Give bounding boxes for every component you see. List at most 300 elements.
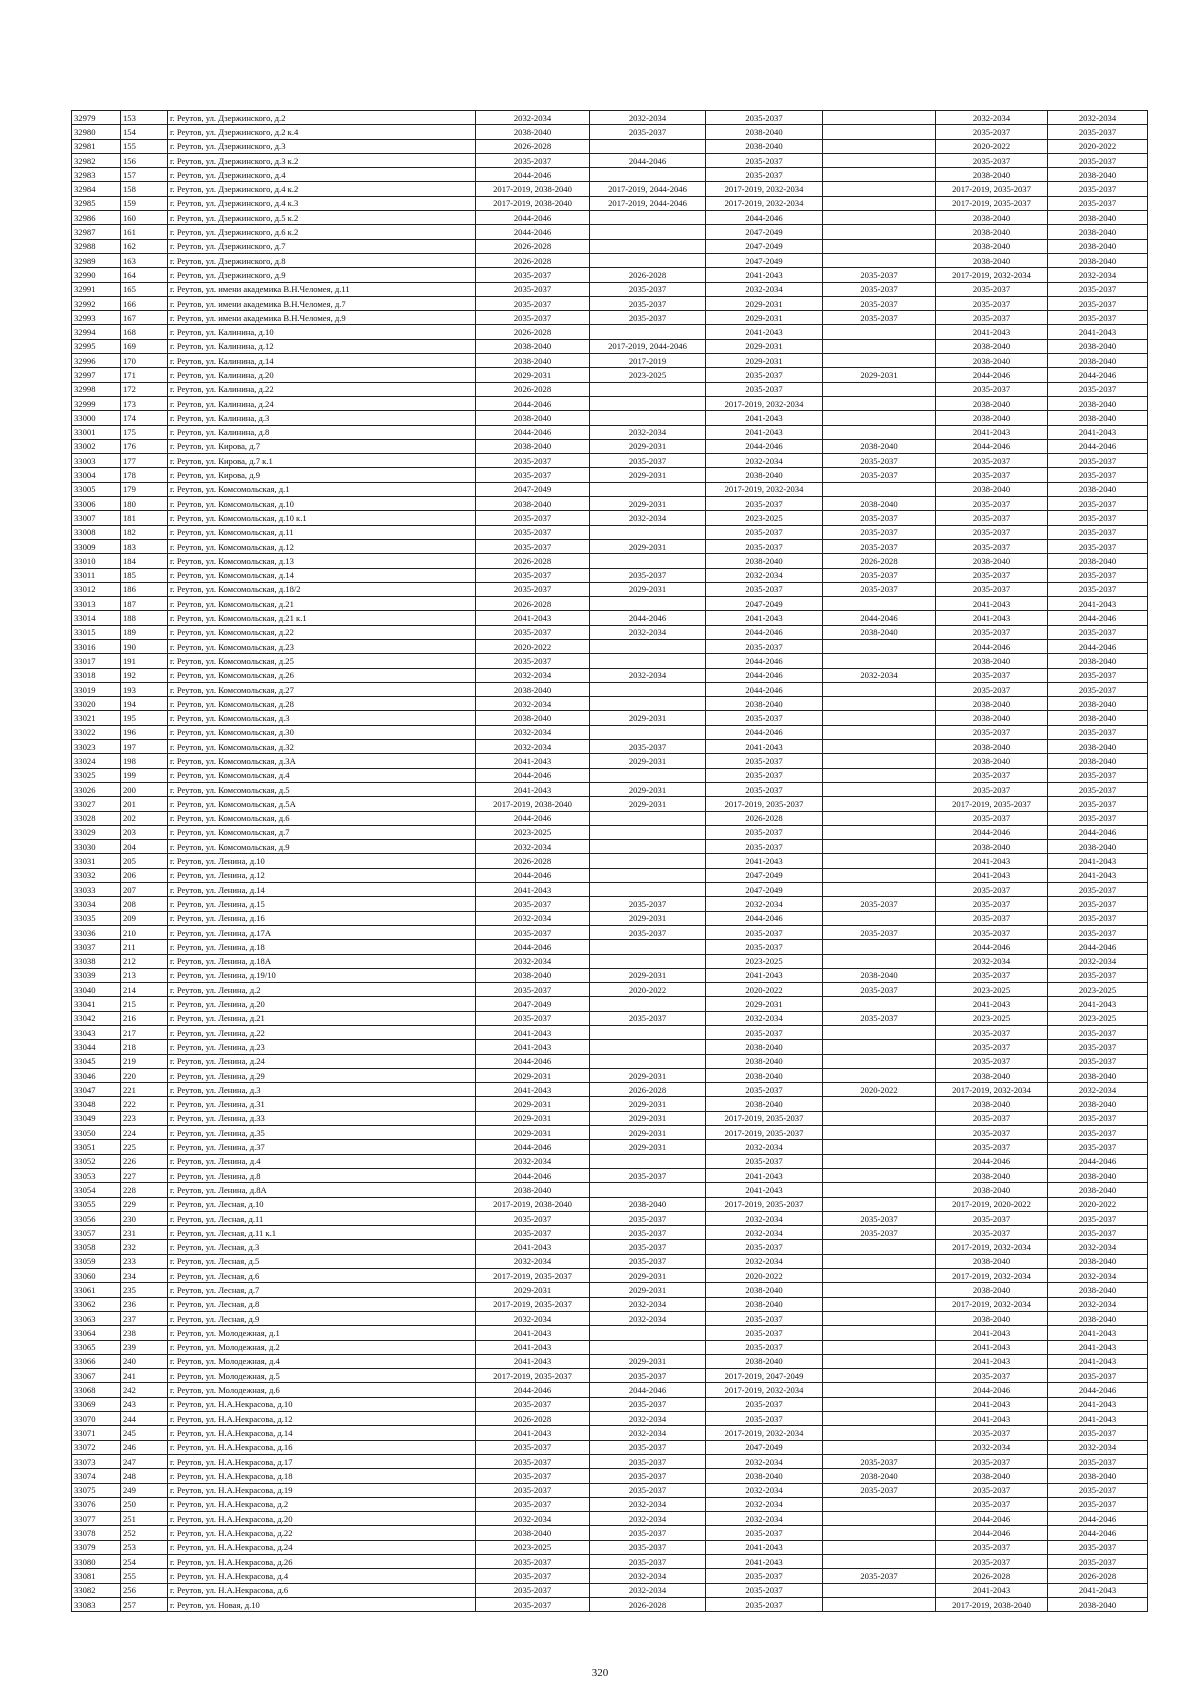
period-col-5-cell: 2041-2043: [936, 1354, 1048, 1368]
record-id-cell: 32998: [72, 382, 121, 396]
address-cell: г. Реутов, ул. Ленина, д.23: [168, 1040, 476, 1054]
record-id-cell: 33079: [72, 1540, 121, 1554]
period-col-3-cell: 2038-2040: [706, 1297, 823, 1311]
period-col-6-cell: 2032-2034: [1048, 1440, 1148, 1454]
period-col-1-cell: 2044-2046: [476, 1168, 590, 1182]
record-id-cell: 33024: [72, 754, 121, 768]
period-col-3-cell: 2038-2040: [706, 1040, 823, 1054]
period-col-4-cell: [823, 153, 936, 167]
table-row: [72, 754, 1148, 768]
table-row: [72, 1369, 1148, 1383]
table-row: [72, 454, 1148, 468]
period-col-5-cell: 2017-2019, 2032-2034: [936, 1240, 1048, 1254]
period-col-4-cell: [823, 754, 936, 768]
period-col-1-cell: 2035-2037: [476, 1469, 590, 1483]
period-col-1-cell: 2035-2037: [476, 525, 590, 539]
period-col-5-cell: 2035-2037: [936, 153, 1048, 167]
period-col-6-cell: 2041-2043: [1048, 868, 1148, 882]
period-col-4-cell: [823, 1526, 936, 1540]
table-row: [72, 983, 1148, 997]
period-col-4-cell: [823, 954, 936, 968]
table-row: [72, 296, 1148, 310]
period-col-6-cell: 2044-2046: [1048, 1154, 1148, 1168]
period-col-2-cell: 2032-2034: [590, 1412, 706, 1426]
period-col-3-cell: 2029-2031: [706, 311, 823, 325]
period-col-2-cell: 2035-2037: [590, 1440, 706, 1454]
period-col-1-cell: 2035-2037: [476, 983, 590, 997]
table-row: [72, 354, 1148, 368]
period-col-6-cell: 2044-2046: [1048, 1383, 1148, 1397]
address-cell: г. Реутов, ул. Комсомольская, д.26: [168, 668, 476, 682]
period-col-6-cell: 2035-2037: [1048, 296, 1148, 310]
period-col-6-cell: 2023-2025: [1048, 1011, 1148, 1025]
period-col-4-cell: 2026-2028: [823, 554, 936, 568]
period-col-4-cell: [823, 1254, 936, 1268]
row-number-cell: 158: [121, 182, 168, 196]
record-id-cell: 32990: [72, 268, 121, 282]
period-col-3-cell: 2041-2043: [706, 1168, 823, 1182]
record-id-cell: 32983: [72, 168, 121, 182]
period-col-3-cell: 2017-2019, 2032-2034: [706, 396, 823, 410]
period-col-1-cell: 2035-2037: [476, 1497, 590, 1511]
period-col-5-cell: 2044-2046: [936, 1154, 1048, 1168]
table-row: [72, 854, 1148, 868]
period-col-2-cell: [590, 139, 706, 153]
period-col-4-cell: [823, 1583, 936, 1597]
period-col-1-cell: 2026-2028: [476, 239, 590, 253]
record-id-cell: 32981: [72, 139, 121, 153]
period-col-3-cell: 2041-2043: [706, 968, 823, 982]
record-id-cell: 33058: [72, 1240, 121, 1254]
period-col-5-cell: 2038-2040: [936, 1068, 1048, 1082]
period-col-5-cell: 2035-2037: [936, 1554, 1048, 1568]
row-number-cell: 154: [121, 125, 168, 139]
table-row: [72, 225, 1148, 239]
period-col-1-cell: 2041-2043: [476, 1240, 590, 1254]
period-col-4-cell: [823, 1311, 936, 1325]
period-col-3-cell: 2035-2037: [706, 1340, 823, 1354]
period-col-4-cell: [823, 1412, 936, 1426]
period-col-6-cell: 2035-2037: [1048, 1140, 1148, 1154]
period-col-2-cell: 2029-2031: [590, 1126, 706, 1140]
period-col-2-cell: 2026-2028: [590, 1597, 706, 1611]
period-col-3-cell: 2044-2046: [706, 439, 823, 453]
period-col-3-cell: 2035-2037: [706, 153, 823, 167]
address-cell: г. Реутов, ул. имени академика В.Н.Челомея, д.11: [168, 282, 476, 296]
record-id-cell: 32987: [72, 225, 121, 239]
record-id-cell: 33016: [72, 639, 121, 653]
record-id-cell: 33026: [72, 782, 121, 796]
period-col-1-cell: 2035-2037: [476, 625, 590, 639]
period-col-5-cell: 2035-2037: [936, 1126, 1048, 1140]
period-col-3-cell: 2035-2037: [706, 1311, 823, 1325]
record-id-cell: 33073: [72, 1454, 121, 1468]
row-number-cell: 230: [121, 1211, 168, 1225]
period-col-4-cell: 2035-2037: [823, 539, 936, 553]
period-col-4-cell: [823, 253, 936, 267]
period-col-1-cell: 2038-2040: [476, 968, 590, 982]
period-col-6-cell: 2038-2040: [1048, 482, 1148, 496]
period-col-3-cell: 2047-2049: [706, 1440, 823, 1454]
row-number-cell: 201: [121, 797, 168, 811]
row-number-cell: 245: [121, 1426, 168, 1440]
period-col-1-cell: 2035-2037: [476, 1597, 590, 1611]
record-id-cell: 33038: [72, 954, 121, 968]
period-col-4-cell: [823, 811, 936, 825]
period-col-4-cell: [823, 883, 936, 897]
address-cell: г. Реутов, ул. Ленина, д.18А: [168, 954, 476, 968]
period-col-4-cell: [823, 1440, 936, 1454]
period-col-3-cell: 2035-2037: [706, 768, 823, 782]
period-col-2-cell: 2044-2046: [590, 1383, 706, 1397]
period-col-4-cell: [823, 682, 936, 696]
period-col-6-cell: 2041-2043: [1048, 997, 1148, 1011]
period-col-2-cell: 2032-2034: [590, 425, 706, 439]
row-number-cell: 186: [121, 582, 168, 596]
row-number-cell: 164: [121, 268, 168, 282]
period-col-6-cell: 2035-2037: [1048, 582, 1148, 596]
record-id-cell: 33054: [72, 1183, 121, 1197]
row-number-cell: 241: [121, 1369, 168, 1383]
period-col-6-cell: 2038-2040: [1048, 168, 1148, 182]
row-number-cell: 187: [121, 597, 168, 611]
row-number-cell: 199: [121, 768, 168, 782]
period-col-2-cell: [590, 597, 706, 611]
period-col-5-cell: 2044-2046: [936, 368, 1048, 382]
period-col-1-cell: 2038-2040: [476, 682, 590, 696]
period-col-1-cell: 2017-2019, 2038-2040: [476, 1197, 590, 1211]
period-col-4-cell: [823, 740, 936, 754]
record-id-cell: 33042: [72, 1011, 121, 1025]
table-row: [72, 797, 1148, 811]
period-col-4-cell: 2035-2037: [823, 454, 936, 468]
record-id-cell: 33031: [72, 854, 121, 868]
record-id-cell: 33027: [72, 797, 121, 811]
address-cell: г. Реутов, ул. Кирова, д.7: [168, 439, 476, 453]
period-col-5-cell: 2017-2019, 2035-2037: [936, 182, 1048, 196]
period-col-6-cell: 2035-2037: [1048, 568, 1148, 582]
table-row: [72, 182, 1148, 196]
period-col-3-cell: 2035-2037: [706, 1397, 823, 1411]
record-id-cell: 32996: [72, 354, 121, 368]
address-cell: г. Реутов, ул. Лесная, д.9: [168, 1311, 476, 1325]
period-col-6-cell: 2020-2022: [1048, 139, 1148, 153]
period-col-1-cell: 2029-2031: [476, 1097, 590, 1111]
row-number-cell: 247: [121, 1454, 168, 1468]
address-cell: г. Реутов, ул. Лесная, д.8: [168, 1297, 476, 1311]
period-col-3-cell: 2017-2019, 2035-2037: [706, 1197, 823, 1211]
record-id-cell: 33017: [72, 654, 121, 668]
period-col-1-cell: 2035-2037: [476, 1011, 590, 1025]
period-col-5-cell: 2035-2037: [936, 768, 1048, 782]
period-col-1-cell: 2038-2040: [476, 1183, 590, 1197]
table-row: [72, 997, 1148, 1011]
address-cell: г. Реутов, ул. Комсомольская, д.27: [168, 682, 476, 696]
period-col-3-cell: 2047-2049: [706, 868, 823, 882]
address-cell: г. Реутов, ул. Ленина, д.2: [168, 983, 476, 997]
period-col-4-cell: [823, 1297, 936, 1311]
period-col-1-cell: 2032-2034: [476, 954, 590, 968]
address-cell: г. Реутов, ул. Н.А.Некрасова, д.18: [168, 1469, 476, 1483]
table-row: [72, 153, 1148, 167]
row-number-cell: 184: [121, 554, 168, 568]
row-number-cell: 159: [121, 196, 168, 210]
period-col-2-cell: [590, 854, 706, 868]
record-id-cell: 32994: [72, 325, 121, 339]
period-col-3-cell: 2023-2025: [706, 954, 823, 968]
period-col-1-cell: 2041-2043: [476, 1040, 590, 1054]
period-col-2-cell: [590, 411, 706, 425]
period-col-5-cell: 2017-2019, 2032-2034: [936, 1083, 1048, 1097]
table-row: [72, 840, 1148, 854]
table-row: [72, 439, 1148, 453]
record-id-cell: 33025: [72, 768, 121, 782]
record-id-cell: 33057: [72, 1226, 121, 1240]
period-col-4-cell: [823, 868, 936, 882]
period-col-4-cell: 2035-2037: [823, 1226, 936, 1240]
address-cell: г. Реутов, ул. Дзержинского, д.4 к.3: [168, 196, 476, 210]
address-cell: г. Реутов, ул. Ленина, д.15: [168, 897, 476, 911]
period-col-1-cell: 2035-2037: [476, 654, 590, 668]
period-col-4-cell: [823, 1383, 936, 1397]
period-col-4-cell: [823, 997, 936, 1011]
period-col-3-cell: 2026-2028: [706, 811, 823, 825]
table-row: [72, 1154, 1148, 1168]
period-col-5-cell: 2035-2037: [936, 725, 1048, 739]
period-col-5-cell: 2041-2043: [936, 868, 1048, 882]
table-row: [72, 1583, 1148, 1597]
period-col-5-cell: 2035-2037: [936, 296, 1048, 310]
table-row: [72, 482, 1148, 496]
period-col-4-cell: [823, 1040, 936, 1054]
period-col-3-cell: 2035-2037: [706, 368, 823, 382]
row-number-cell: 224: [121, 1126, 168, 1140]
address-cell: г. Реутов, ул. Молодежная, д.4: [168, 1354, 476, 1368]
period-col-1-cell: 2032-2034: [476, 1154, 590, 1168]
row-number-cell: 239: [121, 1340, 168, 1354]
record-id-cell: 32997: [72, 368, 121, 382]
period-col-1-cell: 2041-2043: [476, 1354, 590, 1368]
period-col-2-cell: 2026-2028: [590, 1083, 706, 1097]
period-col-1-cell: 2041-2043: [476, 1083, 590, 1097]
row-number-cell: 238: [121, 1326, 168, 1340]
row-number-cell: 195: [121, 711, 168, 725]
period-col-6-cell: 2035-2037: [1048, 768, 1148, 782]
period-col-6-cell: 2041-2043: [1048, 854, 1148, 868]
row-number-cell: 233: [121, 1254, 168, 1268]
record-id-cell: 33069: [72, 1397, 121, 1411]
period-col-4-cell: [823, 768, 936, 782]
period-col-5-cell: 2035-2037: [936, 311, 1048, 325]
row-number-cell: 212: [121, 954, 168, 968]
period-col-1-cell: 2044-2046: [476, 1140, 590, 1154]
period-col-4-cell: [823, 1197, 936, 1211]
period-col-1-cell: 2032-2034: [476, 668, 590, 682]
period-col-6-cell: 2041-2043: [1048, 1583, 1148, 1597]
period-col-1-cell: 2044-2046: [476, 425, 590, 439]
row-number-cell: 232: [121, 1240, 168, 1254]
period-col-6-cell: 2044-2046: [1048, 439, 1148, 453]
table-row: [72, 1197, 1148, 1211]
table-row: [72, 382, 1148, 396]
address-cell: г. Реутов, ул. Комсомольская, д.25: [168, 654, 476, 668]
period-col-2-cell: 2032-2034: [590, 111, 706, 125]
table-row: [72, 1183, 1148, 1197]
address-cell: г. Реутов, ул. Молодежная, д.1: [168, 1326, 476, 1340]
period-col-2-cell: [590, 554, 706, 568]
period-col-1-cell: 2035-2037: [476, 454, 590, 468]
period-col-5-cell: 2038-2040: [936, 1168, 1048, 1182]
address-cell: г. Реутов, ул. Н.А.Некрасова, д.26: [168, 1554, 476, 1568]
record-id-cell: 32995: [72, 339, 121, 353]
table-row: [72, 1011, 1148, 1025]
address-cell: г. Реутов, ул. Комсомольская, д.5: [168, 782, 476, 796]
period-col-5-cell: 2038-2040: [936, 354, 1048, 368]
address-cell: г. Реутов, ул. Лесная, д.10: [168, 1197, 476, 1211]
row-number-cell: 219: [121, 1054, 168, 1068]
address-cell: г. Реутов, ул. Дзержинского, д.9: [168, 268, 476, 282]
table-row: [72, 1440, 1148, 1454]
row-number-cell: 188: [121, 611, 168, 625]
period-col-4-cell: [823, 782, 936, 796]
period-col-6-cell: 2038-2040: [1048, 225, 1148, 239]
record-id-cell: 33009: [72, 539, 121, 553]
period-col-1-cell: 2032-2034: [476, 1311, 590, 1325]
record-id-cell: 33052: [72, 1154, 121, 1168]
period-col-6-cell: 2038-2040: [1048, 396, 1148, 410]
row-number-cell: 254: [121, 1554, 168, 1568]
period-col-5-cell: 2032-2034: [936, 954, 1048, 968]
period-col-4-cell: [823, 1497, 936, 1511]
period-col-2-cell: 2029-2031: [590, 582, 706, 596]
period-col-1-cell: 2044-2046: [476, 811, 590, 825]
period-col-2-cell: [590, 1340, 706, 1354]
period-col-6-cell: 2035-2037: [1048, 897, 1148, 911]
period-col-3-cell: 2032-2034: [706, 1512, 823, 1526]
period-col-3-cell: 2041-2043: [706, 1183, 823, 1197]
period-col-2-cell: 2026-2028: [590, 268, 706, 282]
period-col-4-cell: [823, 1326, 936, 1340]
row-number-cell: 229: [121, 1197, 168, 1211]
period-col-2-cell: [590, 868, 706, 882]
period-col-6-cell: 2035-2037: [1048, 182, 1148, 196]
period-col-5-cell: 2038-2040: [936, 239, 1048, 253]
period-col-4-cell: [823, 482, 936, 496]
period-col-5-cell: 2038-2040: [936, 1469, 1048, 1483]
period-col-1-cell: 2047-2049: [476, 482, 590, 496]
table-row: [72, 1211, 1148, 1225]
period-col-1-cell: 2017-2019, 2035-2037: [476, 1269, 590, 1283]
period-col-6-cell: 2035-2037: [1048, 1483, 1148, 1497]
period-col-2-cell: [590, 997, 706, 1011]
period-col-5-cell: 2041-2043: [936, 611, 1048, 625]
table-row: [72, 1383, 1148, 1397]
period-col-3-cell: 2044-2046: [706, 725, 823, 739]
period-col-5-cell: 2035-2037: [936, 282, 1048, 296]
address-cell: г. Реутов, ул. Молодежная, д.5: [168, 1369, 476, 1383]
record-id-cell: 33059: [72, 1254, 121, 1268]
table-row: [72, 597, 1148, 611]
table-row: [72, 1512, 1148, 1526]
address-cell: г. Реутов, ул. Комсомольская, д.28: [168, 697, 476, 711]
period-col-1-cell: 2035-2037: [476, 1226, 590, 1240]
period-col-4-cell: 2020-2022: [823, 1083, 936, 1097]
period-col-6-cell: 2032-2034: [1048, 1269, 1148, 1283]
table-row: [72, 1283, 1148, 1297]
period-col-1-cell: 2017-2019, 2035-2037: [476, 1297, 590, 1311]
period-col-4-cell: [823, 797, 936, 811]
period-col-2-cell: 2029-2031: [590, 539, 706, 553]
period-col-2-cell: 2020-2022: [590, 983, 706, 997]
period-col-1-cell: 2041-2043: [476, 611, 590, 625]
period-col-1-cell: 2020-2022: [476, 639, 590, 653]
period-col-6-cell: 2035-2037: [1048, 1426, 1148, 1440]
period-col-5-cell: 2041-2043: [936, 1412, 1048, 1426]
address-cell: г. Реутов, ул. Комсомольская, д.11: [168, 525, 476, 539]
period-col-1-cell: 2029-2031: [476, 1126, 590, 1140]
address-cell: г. Реутов, ул. Дзержинского, д.6 к.2: [168, 225, 476, 239]
address-cell: г. Реутов, ул. Н.А.Некрасова, д.2: [168, 1497, 476, 1511]
period-col-5-cell: 2035-2037: [936, 1483, 1048, 1497]
table-row: [72, 1311, 1148, 1325]
row-number-cell: 246: [121, 1440, 168, 1454]
row-number-cell: 181: [121, 511, 168, 525]
record-id-cell: 33000: [72, 411, 121, 425]
period-col-5-cell: 2038-2040: [936, 396, 1048, 410]
table-row: [72, 639, 1148, 653]
table-row: [72, 125, 1148, 139]
period-col-3-cell: 2041-2043: [706, 611, 823, 625]
address-cell: г. Реутов, ул. Ленина, д.20: [168, 997, 476, 1011]
table-row: [72, 1269, 1148, 1283]
period-col-4-cell: [823, 1126, 936, 1140]
period-col-3-cell: 2029-2031: [706, 997, 823, 1011]
record-id-cell: 33072: [72, 1440, 121, 1454]
period-col-4-cell: [823, 725, 936, 739]
period-col-5-cell: 2038-2040: [936, 339, 1048, 353]
period-col-2-cell: 2035-2037: [590, 1369, 706, 1383]
period-col-5-cell: 2035-2037: [936, 1054, 1048, 1068]
record-id-cell: 33055: [72, 1197, 121, 1211]
row-number-cell: 223: [121, 1111, 168, 1125]
table-row: [72, 1111, 1148, 1125]
record-id-cell: 33056: [72, 1211, 121, 1225]
period-col-5-cell: 2017-2019, 2032-2034: [936, 268, 1048, 282]
period-col-1-cell: 2044-2046: [476, 1054, 590, 1068]
period-col-6-cell: 2032-2034: [1048, 954, 1148, 968]
row-number-cell: 215: [121, 997, 168, 1011]
row-number-cell: 182: [121, 525, 168, 539]
period-col-1-cell: 2035-2037: [476, 1569, 590, 1583]
record-id-cell: 32986: [72, 211, 121, 225]
period-col-2-cell: 2017-2019, 2044-2046: [590, 196, 706, 210]
address-cell: г. Реутов, ул. Комсомольская, д.7: [168, 825, 476, 839]
address-cell: г. Реутов, ул. Комсомольская, д.12: [168, 539, 476, 553]
period-col-3-cell: 2035-2037: [706, 111, 823, 125]
period-col-4-cell: 2038-2040: [823, 1469, 936, 1483]
period-col-2-cell: [590, 1183, 706, 1197]
period-col-3-cell: 2023-2025: [706, 511, 823, 525]
period-col-5-cell: 2038-2040: [936, 754, 1048, 768]
period-col-5-cell: 2041-2043: [936, 425, 1048, 439]
row-number-cell: 226: [121, 1154, 168, 1168]
record-id-cell: 33078: [72, 1526, 121, 1540]
record-id-cell: 32991: [72, 282, 121, 296]
row-number-cell: 225: [121, 1140, 168, 1154]
period-col-1-cell: 2041-2043: [476, 883, 590, 897]
table-row: [72, 1540, 1148, 1554]
row-number-cell: 204: [121, 840, 168, 854]
